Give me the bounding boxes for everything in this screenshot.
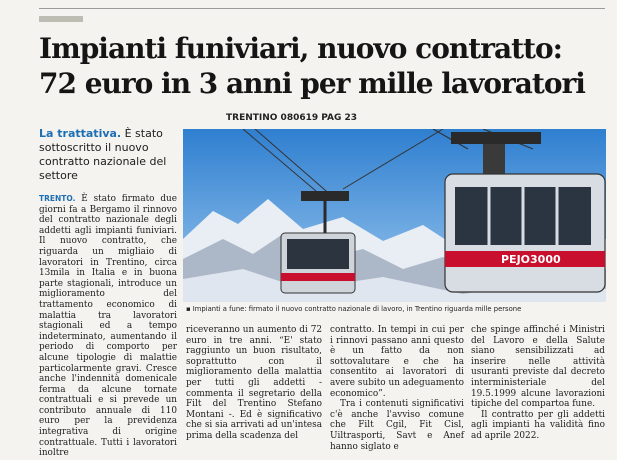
body-column-1 (39, 194, 177, 459)
caption-bullet: ▪ (186, 305, 191, 313)
cable-car-illustration (183, 129, 606, 302)
section-marker (39, 16, 83, 22)
kicker-label: La trattativa. (39, 127, 122, 140)
body-column-2 (186, 325, 322, 442)
body-col3-paragraph-1: contratto. In tempi in cui per i rinnovi passano anni questo è un fatto da non sottovalutare e che ha consentito ai lavoratori di avere subito un adeguamento economico”. (330, 325, 464, 399)
dateline: TRENTO. (39, 194, 76, 203)
article-headline (39, 31, 607, 101)
body-col4-paragraph-2: Il contratto per gli addetti agli impianti ha validità fino ad aprile 2022. (471, 409, 605, 441)
kicker-summary (39, 127, 179, 183)
body-column-3 (330, 325, 464, 452)
headline-line-1: Impianti funiviari, nuovo contratto: (39, 32, 562, 65)
headline-line-2: 72 euro in 3 anni per mille lavoratori (39, 67, 585, 100)
body-column-4 (471, 325, 605, 442)
body-col4-paragraph-1: che spinge affinché i Ministri del Lavoro e della Salute siano sensibilizzati ad inserire nelle attività usuranti previste dal decreto interministeriale del 19.5.1999 alcune lavorazioni tipiche del compartoa fune. (471, 325, 605, 410)
gondola-brand-text: PEJO3000 (501, 253, 561, 266)
body-col1-text: È stato firmato due giorni fa a Bergamo il rinnovo del contratto nazionale degli addetti agli impianti funiviari. Il nuovo contratto, che riguarda un migliaio di lavoratori in Trentino, circa 13mila in Italia e in buona parte stagionali, introduce un miglioramento del trattamento economico di malattia tra lavoratori stagionali ed a tempo indeterminato, aumentando il periodo di comporto per alcune tipologie di malattie particolarmente gravi. Cresce anche l'indennità domenicale ferma da alcune tornate contrattuali e si prevede un contributo annuale di 110 euro per la previdenza integrativa di origine contrattuale. Tutti i lavoratori inoltre (39, 194, 177, 459)
photo-caption (186, 305, 606, 313)
gondola-photo (183, 129, 606, 302)
source-reference: TRENTINO 080619 PAG 23 (226, 113, 358, 123)
body-col2-text: riceveranno un aumento di 72 euro in tre anni. “E' stato raggiunto un buon risultato, soprattutto con il miglioramento della malattia per tutti gli addetti - commenta il segretario della Filt del Trentino Stefano Montani -. Ed è significativo che si sia arrivati ad un'intesa prima della scadenza del (186, 325, 322, 441)
top-rule (39, 8, 605, 9)
body-col3-paragraph-2: Tra i contenuti significativi c'è anche l'avviso comune che Filt Cgil, Fit Cisl, Uiltrasporti, Savt e Anef hanno siglato e (330, 399, 464, 452)
caption-text: Impianti a fune: firmato il nuovo contratto nazionale di lavoro, in Trentino riguarda mille persone (192, 305, 522, 313)
kicker-text: È stato sottoscritto il nuovo contratto nazionale del settore (39, 127, 167, 182)
